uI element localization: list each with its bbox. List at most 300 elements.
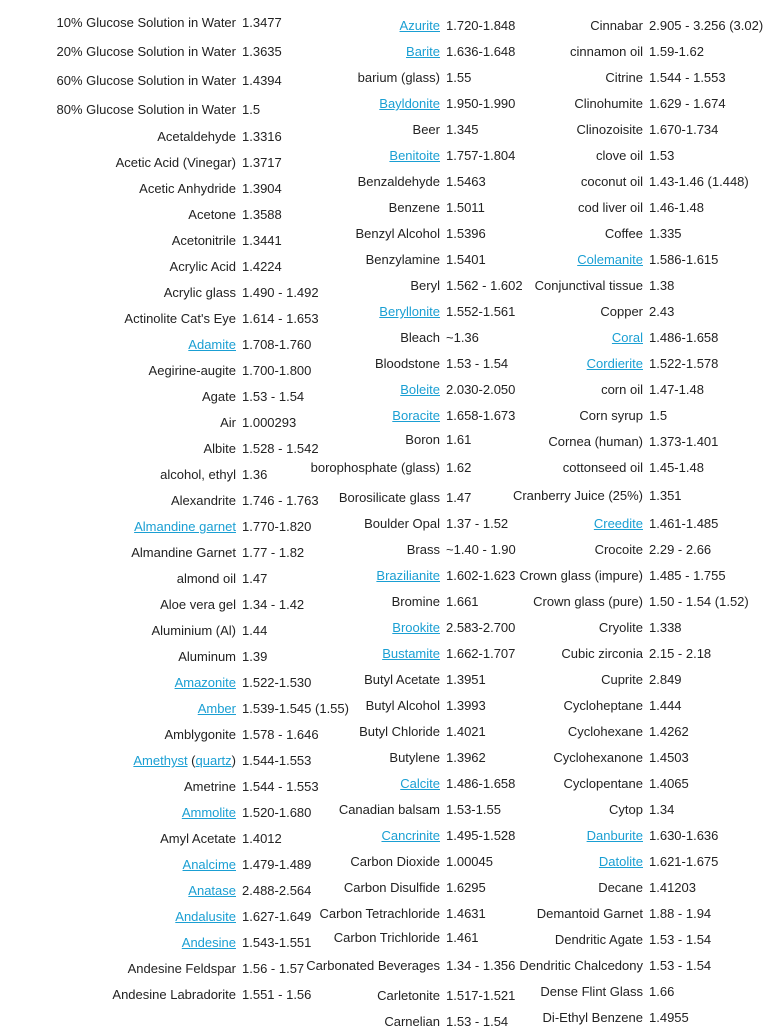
- material-name: [464, 331, 649, 345]
- material-name: [464, 517, 649, 531]
- refractive-index-value: 1.539-1.545 (1.55): [242, 701, 349, 716]
- refractive-index-value: 1.720-1.848: [446, 18, 516, 33]
- material-link-secondary[interactable]: quartz: [195, 753, 232, 768]
- refractive-index-value: 1.757-1.804: [446, 148, 516, 163]
- refractive-index-value: 1.770-1.820: [242, 519, 312, 534]
- material-name: Crown glass (impure): [519, 568, 643, 583]
- material-name: [0, 754, 242, 768]
- material-name: Carbon Trichloride: [333, 930, 440, 945]
- material-link[interactable]: Almandine garnet: [134, 519, 236, 534]
- material-name: Crocoite: [594, 542, 643, 557]
- refractive-index-value: 1.950-1.990: [446, 96, 516, 111]
- material-name: Butyl Acetate: [364, 672, 440, 687]
- material-name: borophosphate (glass): [310, 460, 440, 475]
- material-name: Carletonite: [377, 988, 440, 1003]
- refractive-index-value: 1.6295: [446, 880, 486, 895]
- material-name: Ametrine: [183, 779, 236, 794]
- refractive-index-value: 2.849: [649, 672, 682, 687]
- refractive-index-value: 1.44: [242, 623, 268, 638]
- material-name: barium (glass): [357, 70, 440, 85]
- material-name: almond oil: [176, 571, 236, 586]
- refractive-index-value: 1.543-1.551: [242, 935, 312, 950]
- refractive-index-value: 1.59-1.62: [649, 44, 704, 59]
- material-link[interactable]: Creedite: [593, 516, 643, 531]
- material-name: Cryolite: [598, 620, 643, 635]
- material-name: Cytop: [609, 802, 643, 817]
- material-link[interactable]: Amethyst: [133, 753, 188, 768]
- refractive-index-value: 1.53 - 1.54: [242, 389, 305, 404]
- table-row: [464, 273, 763, 299]
- refractive-index-value: 1.4631: [446, 906, 486, 921]
- refractive-index-value: 1.4065: [649, 776, 689, 791]
- material-name: Canadian balsam: [338, 802, 440, 817]
- material-link[interactable]: Colemanite: [577, 252, 643, 267]
- material-name: Acetaldehyde: [157, 129, 236, 144]
- refractive-index-value: 1.661: [446, 594, 479, 609]
- refractive-index-column-3: [464, 13, 763, 1031]
- table-row: [464, 927, 763, 953]
- table-row: [464, 429, 763, 455]
- material-name: Copper: [600, 304, 643, 319]
- refractive-index-value: 1.700-1.800: [242, 363, 312, 378]
- refractive-index-value: 1.486-1.658: [649, 330, 719, 345]
- refractive-index-value: 1.636-1.648: [446, 44, 516, 59]
- refractive-index-value: 1.000293: [242, 415, 297, 430]
- table-row: [464, 195, 763, 221]
- material-name: [464, 253, 649, 267]
- refractive-index-value: 1.3588: [242, 207, 282, 222]
- material-name: Carbon Disulfide: [343, 880, 440, 895]
- refractive-index-value: 1.53 - 1.54: [446, 356, 509, 371]
- table-row: [464, 65, 763, 91]
- refractive-index-value: 1.544 - 1.553: [242, 779, 319, 794]
- refractive-index-value: 1.5: [242, 101, 261, 117]
- refractive-index-value: 1.627-1.649: [242, 909, 312, 924]
- refractive-index-value: 1.658-1.673: [446, 408, 516, 423]
- refractive-index-value: 1.53: [649, 148, 675, 163]
- material-name: Citrine: [605, 70, 643, 85]
- material-name: Aegirine-augite: [148, 363, 236, 378]
- material-name: coconut oil: [580, 174, 643, 189]
- material-name: Actinolite Cat's Eye: [124, 311, 236, 326]
- material-name: Cyclopentane: [563, 776, 643, 791]
- refractive-index-value: 1.746 - 1.763: [242, 493, 319, 508]
- material-name: Cinnabar: [590, 18, 643, 33]
- material-name: Cyclohexane: [567, 724, 643, 739]
- refractive-index-value: 1.708-1.760: [242, 337, 312, 352]
- refractive-index-value: 1.53 - 1.54: [649, 958, 712, 973]
- material-link[interactable]: Azurite: [399, 18, 440, 33]
- material-name: Andesine Feldspar: [127, 961, 236, 976]
- refractive-index-value: 1.47: [242, 571, 268, 586]
- refractive-index-value: 2.583-2.700: [446, 620, 516, 635]
- material-link[interactable]: Benitoite: [389, 148, 440, 163]
- material-name: [254, 777, 446, 791]
- refractive-index-value: 2.905 - 3.256 (3.02): [649, 18, 764, 33]
- refractive-index-value: 1.41203: [649, 880, 696, 895]
- refractive-index-value: 1.5011: [446, 200, 485, 215]
- material-link[interactable]: Ammolite: [181, 805, 236, 820]
- refractive-index-value: 1.586-1.615: [649, 252, 719, 267]
- table-row: [464, 455, 763, 481]
- material-name: Cranberry Juice (25%): [512, 488, 643, 503]
- material-name: Benzyl Alcohol: [355, 226, 440, 241]
- material-link[interactable]: Boracite: [392, 408, 440, 423]
- table-row: [464, 979, 763, 1005]
- material-link[interactable]: Adamite: [188, 337, 236, 352]
- refractive-index-value: 1.56 - 1.57: [242, 961, 305, 976]
- refractive-index-value: 1.479-1.489: [242, 857, 312, 872]
- refractive-index-value: 1.34 - 1.42: [242, 597, 305, 612]
- refractive-index-value: 1.544-1.553: [242, 753, 312, 768]
- refractive-index-value: 1.53-1.55: [446, 802, 501, 817]
- material-name: Clinozoisite: [576, 122, 643, 137]
- refractive-index-value: 1.4394: [242, 72, 282, 88]
- refractive-index-value: 1.630-1.636: [649, 828, 719, 843]
- material-name: Alexandrite: [170, 493, 236, 508]
- material-name: Cubic zirconia: [561, 646, 643, 661]
- refractive-index-value: 1.373-1.401: [649, 434, 719, 449]
- material-name: [254, 409, 446, 423]
- refractive-index-value: 1.578 - 1.646: [242, 727, 319, 742]
- material-name: Bromine: [391, 594, 440, 609]
- refractive-index-value: 1.55: [446, 70, 472, 85]
- material-name: Carbonated Beverages: [306, 958, 440, 973]
- material-name: Aloe vera gel: [160, 597, 236, 612]
- refractive-index-value: 1.36: [242, 467, 268, 482]
- refractive-index-value: 1.662-1.707: [446, 646, 516, 661]
- material-name: [464, 357, 649, 371]
- refractive-index-value: 1.88 - 1.94: [649, 906, 712, 921]
- material-name: Cuprite: [601, 672, 643, 687]
- material-name: [0, 936, 242, 950]
- material-name: Air: [220, 415, 236, 430]
- material-name: Demantoid Garnet: [536, 906, 643, 921]
- refractive-index-value: 1.4503: [649, 750, 689, 765]
- material-link[interactable]: Analcime: [182, 857, 236, 872]
- material-name: [254, 149, 446, 163]
- material-name: Brass: [406, 542, 440, 557]
- material-name: [0, 702, 242, 716]
- refractive-index-value: ~1.40 - 1.90: [446, 542, 516, 557]
- material-name: Dendritic Chalcedony: [519, 958, 643, 973]
- refractive-index-value: 1.520-1.680: [242, 805, 312, 820]
- refractive-index-value: 1.45-1.48: [649, 460, 704, 475]
- material-name: Cycloheptane: [563, 698, 643, 713]
- refractive-index-value: 1.544 - 1.553: [649, 70, 726, 85]
- table-row: [464, 117, 763, 143]
- refractive-index-value: 1.37 - 1.52: [446, 516, 509, 531]
- refractive-index-value: 1.444: [649, 698, 682, 713]
- material-link[interactable]: Cordierite: [586, 356, 643, 371]
- refractive-index-value: 1.621-1.675: [649, 854, 719, 869]
- material-name: [254, 647, 446, 661]
- material-name: Carbon Dioxide: [350, 854, 440, 869]
- refractive-index-value: 1.4012: [242, 831, 282, 846]
- material-name: [254, 97, 446, 111]
- material-name: Acrylic Acid: [169, 259, 236, 274]
- material-name: Acetone: [188, 207, 236, 222]
- table-row: [464, 1005, 763, 1031]
- material-name: Boulder Opal: [364, 516, 440, 531]
- refractive-index-value: 1.614 - 1.653: [242, 311, 319, 326]
- table-row: [464, 953, 763, 979]
- refractive-index-value: 1.345: [446, 122, 479, 137]
- material-name: [254, 569, 446, 583]
- material-name: cod liver oil: [577, 200, 643, 215]
- table-row: [464, 797, 763, 823]
- material-link[interactable]: Brazilianite: [376, 568, 440, 583]
- material-name: Corn syrup: [579, 408, 643, 423]
- paren: (: [187, 753, 196, 768]
- table-row: [464, 351, 763, 377]
- table-row: [464, 537, 763, 563]
- material-name: [0, 858, 242, 872]
- refractive-index-value: 1.485 - 1.755: [649, 568, 726, 583]
- table-row: [464, 901, 763, 927]
- material-name: Aluminium (Al): [151, 623, 236, 638]
- table-row: [464, 169, 763, 195]
- table-row: [464, 13, 763, 39]
- material-name: Clinohumite: [574, 96, 643, 111]
- material-name: Agate: [202, 389, 236, 404]
- material-name: Acetonitrile: [171, 233, 236, 248]
- refractive-index-value: 1.3993: [446, 698, 486, 713]
- material-name: cottonseed oil: [562, 460, 643, 475]
- refractive-index-value: 1.552-1.561: [446, 304, 516, 319]
- refractive-index-value: 1.53 - 1.54: [649, 932, 712, 947]
- refractive-index-value: 1.461-1.485: [649, 516, 719, 531]
- material-link[interactable]: Danburite: [586, 828, 643, 843]
- material-name: Butyl Alcohol: [365, 698, 440, 713]
- refractive-index-value: 1.3635: [242, 43, 282, 59]
- table-row: [464, 641, 763, 667]
- refractive-index-value: 2.15 - 2.18: [649, 646, 712, 661]
- table-row: [464, 719, 763, 745]
- material-name: Benzylamine: [365, 252, 440, 267]
- table-row: [464, 481, 763, 511]
- paren: ): [231, 753, 236, 768]
- material-name: [254, 19, 446, 33]
- material-name: [254, 829, 446, 843]
- material-name: [254, 383, 446, 397]
- material-name: clove oil: [596, 148, 643, 163]
- material-name: Dense Flint Glass: [540, 984, 643, 999]
- table-row: [464, 589, 763, 615]
- refractive-index-value: 1.3441: [242, 233, 282, 248]
- material-name: 80% Glucose Solution in Water: [56, 101, 236, 117]
- material-link[interactable]: Datolite: [598, 854, 643, 869]
- material-name: 20% Glucose Solution in Water: [56, 43, 236, 59]
- material-name: Acrylic glass: [163, 285, 236, 300]
- table-row: [464, 745, 763, 771]
- refractive-index-value: 1.522-1.578: [649, 356, 719, 371]
- refractive-index-value: 1.4021: [446, 724, 486, 739]
- material-name: Coffee: [604, 226, 643, 241]
- material-name: Dendritic Agate: [554, 932, 643, 947]
- refractive-index-value: 1.62: [446, 460, 472, 475]
- table-row: [464, 325, 763, 351]
- refractive-index-value: 1.670-1.734: [649, 122, 719, 137]
- refractive-index-value: 1.3477: [242, 14, 282, 30]
- material-name: alcohol, ethyl: [160, 467, 236, 482]
- table-row: [464, 377, 763, 403]
- refractive-index-value: 1.47: [446, 490, 472, 505]
- refractive-index-value: ~1.36: [446, 330, 479, 345]
- material-link[interactable]: Calcite: [400, 776, 440, 791]
- material-name: Butyl Chloride: [359, 724, 440, 739]
- refractive-index-value: 1.522-1.530: [242, 675, 312, 690]
- table-row: [464, 823, 763, 849]
- table-row: [464, 403, 763, 429]
- refractive-index-value: 1.3717: [242, 155, 282, 170]
- material-name: Butylene: [389, 750, 440, 765]
- material-name: Benzaldehyde: [357, 174, 440, 189]
- table-row: [464, 693, 763, 719]
- material-link[interactable]: Andesine: [181, 935, 236, 950]
- refractive-index-value: 1.53 - 1.54: [446, 1014, 509, 1029]
- material-name: [0, 520, 242, 534]
- material-link[interactable]: Barite: [406, 44, 440, 59]
- refractive-index-value: 1.461: [446, 930, 479, 945]
- material-name: Conjunctival tissue: [534, 278, 643, 293]
- material-name: Bleach: [400, 330, 440, 345]
- refractive-index-value: 1.5396: [446, 226, 486, 241]
- material-name: Beryl: [410, 278, 440, 293]
- refractive-index-value: 1.50 - 1.54 (1.52): [649, 594, 749, 609]
- material-name: [254, 305, 446, 319]
- material-link[interactable]: Amber: [197, 701, 236, 716]
- material-link[interactable]: Bayldonite: [379, 96, 440, 111]
- material-name: [254, 621, 446, 635]
- refractive-index-value: 1.495-1.528: [446, 828, 516, 843]
- refractive-index-value: 1.551 - 1.56: [242, 987, 312, 1002]
- refractive-index-value: 1.602-1.623: [446, 568, 516, 583]
- material-link[interactable]: Anatase: [188, 883, 236, 898]
- refractive-index-value: 1.5: [649, 408, 668, 423]
- refractive-index-value: 1.486-1.658: [446, 776, 516, 791]
- material-name: [0, 338, 242, 352]
- refractive-index-value: 1.3316: [242, 129, 282, 144]
- material-name: Cornea (human): [548, 434, 643, 449]
- material-name: Bloodstone: [374, 356, 440, 371]
- refractive-index-value: 1.46-1.48: [649, 200, 704, 215]
- material-name: [464, 855, 649, 869]
- refractive-index-value: 1.338: [649, 620, 682, 635]
- table-row: [464, 143, 763, 169]
- material-name: Albite: [203, 441, 236, 456]
- table-row: [464, 39, 763, 65]
- material-name: Almandine Garnet: [131, 545, 236, 560]
- material-name: Carbon Tetrachloride: [319, 906, 440, 921]
- table-row: [464, 511, 763, 537]
- table-row: [464, 875, 763, 901]
- material-name: Cyclohexanone: [553, 750, 643, 765]
- material-name: [464, 829, 649, 843]
- table-row: [464, 563, 763, 589]
- table-row: [464, 247, 763, 273]
- refractive-index-value: 1.4224: [242, 259, 282, 274]
- material-link[interactable]: Cancrinite: [381, 828, 440, 843]
- material-name: Di-Ethyl Benzene: [542, 1010, 643, 1025]
- refractive-index-value: 1.34: [649, 802, 675, 817]
- material-link[interactable]: Coral: [611, 330, 643, 345]
- refractive-index-value: 1.47-1.48: [649, 382, 704, 397]
- material-name: Acetic Acid (Vinegar): [115, 155, 236, 170]
- material-link[interactable]: Andalusite: [175, 909, 236, 924]
- material-name: Crown glass (pure): [533, 594, 643, 609]
- refractive-index-value: 1.629 - 1.674: [649, 96, 726, 111]
- material-name: Beer: [412, 122, 440, 137]
- refractive-index-value: 1.5463: [446, 174, 486, 189]
- refractive-index-value: 1.38: [649, 278, 675, 293]
- refractive-index-value: 1.4955: [649, 1010, 689, 1025]
- material-name: Carnelian: [384, 1014, 440, 1029]
- material-name: corn oil: [601, 382, 643, 397]
- refractive-index-value: 1.335: [649, 226, 682, 241]
- material-name: 10% Glucose Solution in Water: [56, 14, 236, 30]
- material-name: Borosilicate glass: [338, 490, 440, 505]
- refractive-index-value: 1.5401: [446, 252, 486, 267]
- material-link[interactable]: Brookite: [392, 620, 440, 635]
- material-name: Decane: [598, 880, 643, 895]
- material-link[interactable]: Boleite: [400, 382, 440, 397]
- material-name: [0, 806, 242, 820]
- refractive-index-value: 1.528 - 1.542: [242, 441, 319, 456]
- refractive-index-value: 1.562 - 1.602: [446, 278, 523, 293]
- refractive-index-value: 1.66: [649, 984, 675, 999]
- refractive-index-value: 1.3904: [242, 181, 282, 196]
- refractive-index-value: 1.00045: [446, 854, 493, 869]
- refractive-index-value: 2.29 - 2.66: [649, 542, 712, 557]
- material-name: [0, 676, 242, 690]
- refractive-index-value: 1.34 - 1.356: [446, 958, 516, 973]
- material-name: [0, 884, 242, 898]
- refractive-index-value: 1.3962: [446, 750, 486, 765]
- refractive-index-value: 2.43: [649, 304, 675, 319]
- table-row: [464, 91, 763, 117]
- table-row: [464, 849, 763, 875]
- refractive-index-value: 1.43-1.46 (1.448): [649, 174, 749, 189]
- material-name: 60% Glucose Solution in Water: [56, 72, 236, 88]
- table-row: [464, 221, 763, 247]
- material-link[interactable]: Amazonite: [174, 675, 236, 690]
- material-link[interactable]: Beryllonite: [379, 304, 440, 319]
- material-name: Benzene: [388, 200, 440, 215]
- material-name: cinnamon oil: [570, 44, 643, 59]
- refractive-index-value: 1.517-1.521: [446, 988, 516, 1003]
- material-link[interactable]: Bustamite: [382, 646, 440, 661]
- refractive-index-value: 2.030-2.050: [446, 382, 516, 397]
- table-row: [464, 299, 763, 325]
- refractive-index-value: 1.351: [649, 488, 682, 503]
- material-name: [254, 45, 446, 59]
- refractive-index-value: 1.39: [242, 649, 268, 664]
- material-name: Acetic Anhydride: [139, 181, 236, 196]
- refractive-index-value: 1.490 - 1.492: [242, 285, 319, 300]
- refractive-index-value: 1.61: [446, 432, 472, 447]
- material-name: [0, 910, 242, 924]
- refractive-index-value: 1.77 - 1.82: [242, 545, 305, 560]
- material-name: Andesine Labradorite: [112, 987, 236, 1002]
- material-name: Amblygonite: [164, 727, 236, 742]
- material-name: Amyl Acetate: [160, 831, 236, 846]
- refractive-index-value: 1.4262: [649, 724, 689, 739]
- table-row: [464, 615, 763, 641]
- material-name: Boron: [405, 432, 440, 447]
- table-row: [464, 771, 763, 797]
- table-row: [464, 667, 763, 693]
